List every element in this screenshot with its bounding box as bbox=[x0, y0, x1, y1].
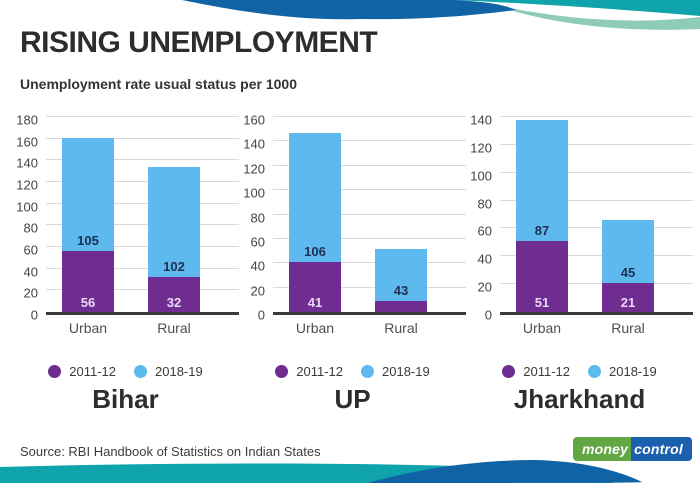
y-axis bbox=[12, 112, 46, 323]
y-tick-label: 180 bbox=[16, 112, 38, 128]
y-tick-label: 120 bbox=[470, 140, 492, 156]
legend-label: 2011-12 bbox=[69, 364, 117, 379]
bar-value-label-2018-19: 105 bbox=[77, 233, 99, 249]
y-tick-label: 160 bbox=[243, 112, 265, 128]
charts-row bbox=[12, 103, 694, 415]
y-tick-label: 0 bbox=[257, 307, 265, 323]
chart-up bbox=[239, 103, 466, 415]
y-tick-label: 120 bbox=[243, 161, 265, 177]
legend-dot-2018-19 bbox=[588, 365, 601, 378]
y-tick-label: 140 bbox=[16, 155, 38, 171]
logo-money-segment: money bbox=[573, 437, 631, 461]
page-subtitle: Unemployment rate usual status per 1000 bbox=[20, 76, 297, 92]
y-axis bbox=[239, 112, 273, 323]
y-tick-label: 100 bbox=[243, 185, 265, 201]
legend-label: 2018-19 bbox=[382, 364, 430, 379]
legend-dot-2011-12 bbox=[275, 365, 288, 378]
source-note: Source: RBI Handbook of Statistics on Indian States bbox=[20, 444, 321, 459]
chart-jharkhand bbox=[466, 103, 693, 415]
x-category-label: Rural bbox=[157, 320, 191, 336]
bar-segment-2018-19 bbox=[289, 133, 341, 262]
gridline bbox=[46, 116, 239, 117]
legend-label: 2011-12 bbox=[296, 364, 344, 379]
legend bbox=[12, 364, 239, 379]
bar-rural bbox=[375, 249, 427, 312]
x-axis-labels bbox=[500, 320, 693, 340]
y-tick-label: 0 bbox=[484, 307, 492, 323]
bar-value-label-2018-19: 45 bbox=[620, 264, 636, 280]
bar-urban bbox=[62, 138, 114, 312]
gridline bbox=[500, 116, 693, 117]
legend-dot-2011-12 bbox=[48, 365, 61, 378]
x-category-label: Rural bbox=[611, 320, 645, 336]
x-category-label: Rural bbox=[384, 320, 418, 336]
bar-value-label-2011-12: 56 bbox=[80, 295, 96, 310]
bar-value-label-2018-19: 43 bbox=[393, 283, 409, 299]
bar-value-label-2018-19: 102 bbox=[163, 259, 185, 275]
x-category-label: Urban bbox=[68, 320, 108, 336]
bar-urban bbox=[289, 133, 341, 312]
y-tick-label: 80 bbox=[23, 220, 38, 236]
x-category-label: Urban bbox=[522, 320, 562, 336]
bar-value-label-2011-12: 41 bbox=[307, 295, 323, 310]
bar-value-label-2011-12: 21 bbox=[620, 295, 636, 310]
gridline bbox=[273, 116, 466, 117]
legend bbox=[466, 364, 693, 379]
y-tick-label: 140 bbox=[243, 136, 265, 152]
legend-item-2018-19 bbox=[361, 364, 430, 379]
chart-bihar bbox=[12, 103, 239, 415]
y-tick-label: 40 bbox=[477, 251, 492, 267]
y-tick-label: 60 bbox=[477, 223, 492, 239]
legend-label: 2018-19 bbox=[609, 364, 657, 379]
plot-row bbox=[12, 112, 239, 323]
y-tick-label: 100 bbox=[470, 168, 492, 184]
x-axis-labels bbox=[46, 320, 239, 340]
bar-value-label-2018-19: 87 bbox=[534, 222, 550, 238]
y-tick-label: 40 bbox=[23, 264, 38, 280]
y-tick-label: 80 bbox=[477, 196, 492, 212]
legend-item-2018-19 bbox=[588, 364, 657, 379]
state-title-bihar: Bihar bbox=[92, 384, 159, 414]
plot-area bbox=[46, 117, 239, 315]
legend-label: 2011-12 bbox=[523, 364, 571, 379]
y-tick-label: 100 bbox=[16, 199, 38, 215]
bar-rural bbox=[148, 167, 200, 312]
plot-area bbox=[500, 117, 693, 315]
state-title-up: UP bbox=[334, 384, 371, 414]
y-tick-label: 20 bbox=[23, 285, 38, 301]
state-title-jharkhand: Jharkhand bbox=[513, 384, 646, 414]
logo-control-segment: control bbox=[631, 437, 692, 461]
page-title: RISING UNEMPLOYMENT bbox=[20, 26, 378, 59]
y-tick-label: 60 bbox=[23, 242, 38, 258]
bar-urban bbox=[516, 120, 568, 312]
y-tick-label: 40 bbox=[250, 258, 265, 274]
x-category-label: Urban bbox=[295, 320, 335, 336]
y-tick-label: 20 bbox=[477, 279, 492, 295]
legend-item-2011-12 bbox=[275, 364, 343, 379]
y-tick-label: 60 bbox=[250, 234, 265, 250]
y-tick-label: 140 bbox=[470, 112, 492, 128]
y-tick-label: 120 bbox=[16, 177, 38, 193]
legend-dot-2011-12 bbox=[502, 365, 515, 378]
legend-item-2011-12 bbox=[502, 364, 570, 379]
plot-row bbox=[466, 112, 693, 323]
bar-value-label-2018-19: 106 bbox=[304, 244, 326, 260]
bar-segment-2011-12 bbox=[375, 301, 427, 312]
y-tick-label: 80 bbox=[250, 210, 265, 225]
y-axis bbox=[466, 112, 500, 323]
legend-item-2018-19 bbox=[134, 364, 203, 379]
plot-area bbox=[273, 117, 466, 315]
bar-value-label-2011-12: 51 bbox=[534, 295, 550, 310]
legend bbox=[239, 364, 466, 379]
bar-value-label-2011-12: 32 bbox=[166, 295, 182, 310]
legend-label: 2018-19 bbox=[155, 364, 203, 379]
top-wave-blue-shape bbox=[182, 0, 516, 19]
legend-item-2011-12 bbox=[48, 364, 116, 379]
bottom-wave-decoration bbox=[0, 455, 700, 483]
legend-dot-2018-19 bbox=[134, 365, 147, 378]
x-axis-labels bbox=[273, 320, 466, 340]
legend-dot-2018-19 bbox=[361, 365, 374, 378]
y-tick-label: 0 bbox=[30, 307, 38, 323]
plot-row bbox=[239, 112, 466, 323]
y-tick-label: 20 bbox=[250, 283, 265, 299]
y-tick-label: 160 bbox=[16, 134, 38, 150]
bar-rural bbox=[602, 220, 654, 312]
